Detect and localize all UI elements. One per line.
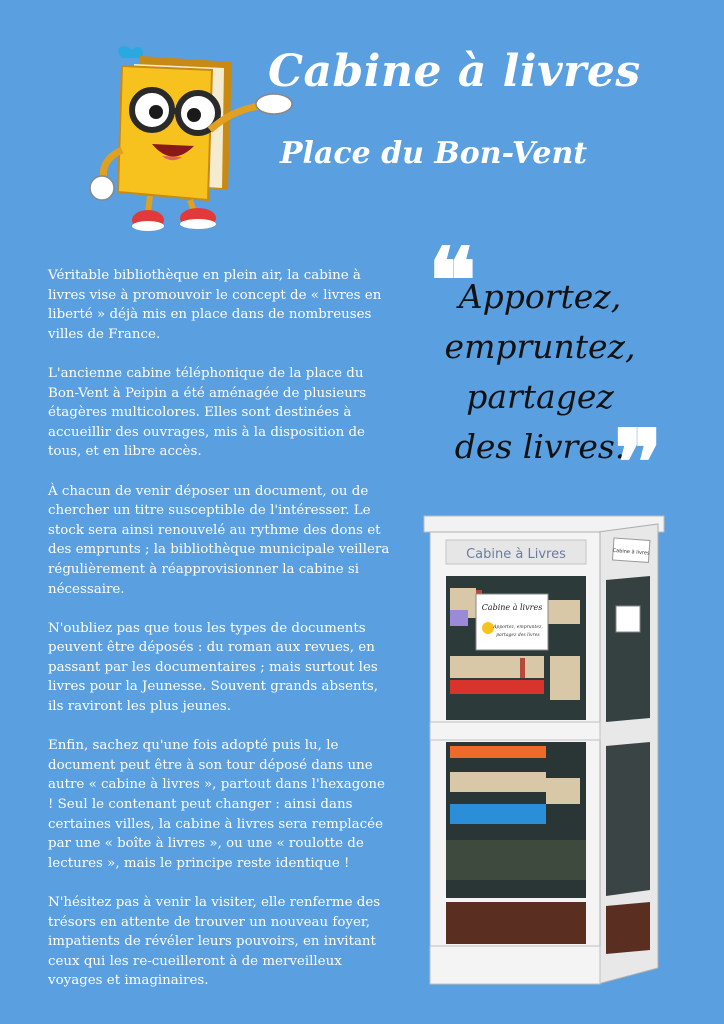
paragraph: Enfin, sachez qu'une fois adopté puis lu, le document peut être à son tour déposé dans une autre « cabine à livres », partout dans l'hexagone ! Seul le contenant peut changer : ainsi dans certaines villes, la cabine à livres sera remplacée par une « boîte à livres », ou une « roulotte de lectures », mais le principe reste identique ! (48, 738, 385, 871)
cabin-poster-title: Cabine à livres (481, 603, 543, 612)
cabin-poster-line: partagez des livres (496, 633, 540, 638)
paragraph: À chacun de venir déposer un document, ou de chercher un titre susceptible de l'intéresser. Le stock sera ainsi renouvelé au rythme des dons et des emprunts ; la bibliothèque municipale veillera régulièrement à réapprovisionner la cabine si nécessaire. (48, 483, 390, 597)
page-subtitle: Place du Bon-Vent (280, 136, 588, 171)
slogan-line: Apportez, (458, 277, 622, 316)
cabin-sign: Cabine à Livres (466, 547, 566, 562)
paragraph: Véritable bibliothèque en plein air, la cabine à livres vise à promouvoir le concept de « livres en liberté » déjà mis en place dans de nombreuses villes de France. (48, 268, 382, 342)
paragraph: N'oubliez pas que tous les types de documents peuvent être déposés : du roman aux revues, en passant par les documentaires ; mais surtout les livres pour la Jeunesse. Souvent grands absents, ils raviront les plus jeunes. (48, 620, 379, 715)
paragraph: N'hésitez pas à venir la visiter, elle renferme des trésors en attente de trouver un nouveau foyer, impatients de révéler leurs pouvoirs, en invitant ceux qui les re-cueilleront à de merveilleux voyages et imaginaires. (48, 895, 381, 989)
book-cabin-illustration (420, 510, 682, 990)
page-title: Cabine à livres (268, 46, 641, 97)
quote-close-icon: ❞ (614, 410, 663, 516)
slogan-line: empruntez, (444, 327, 636, 366)
slogan-line: partagez (466, 377, 614, 416)
paragraph: L'ancienne cabine téléphonique de la place du Bon-Vent à Peipin a été aménagée de plusieurs étagères multicolores. Elles sont destinées à accueillir des ouvrages, mis à la disposition de tous, et en libre accès. (48, 365, 367, 460)
cabin-side-sign: Cabine à livres (612, 547, 650, 557)
body-text (48, 266, 390, 1011)
cabin-poster-line: Apportez, empruntez, (493, 625, 543, 630)
quote-open-icon: ❝ (428, 228, 477, 334)
slogan-line: des livres. (454, 427, 626, 466)
